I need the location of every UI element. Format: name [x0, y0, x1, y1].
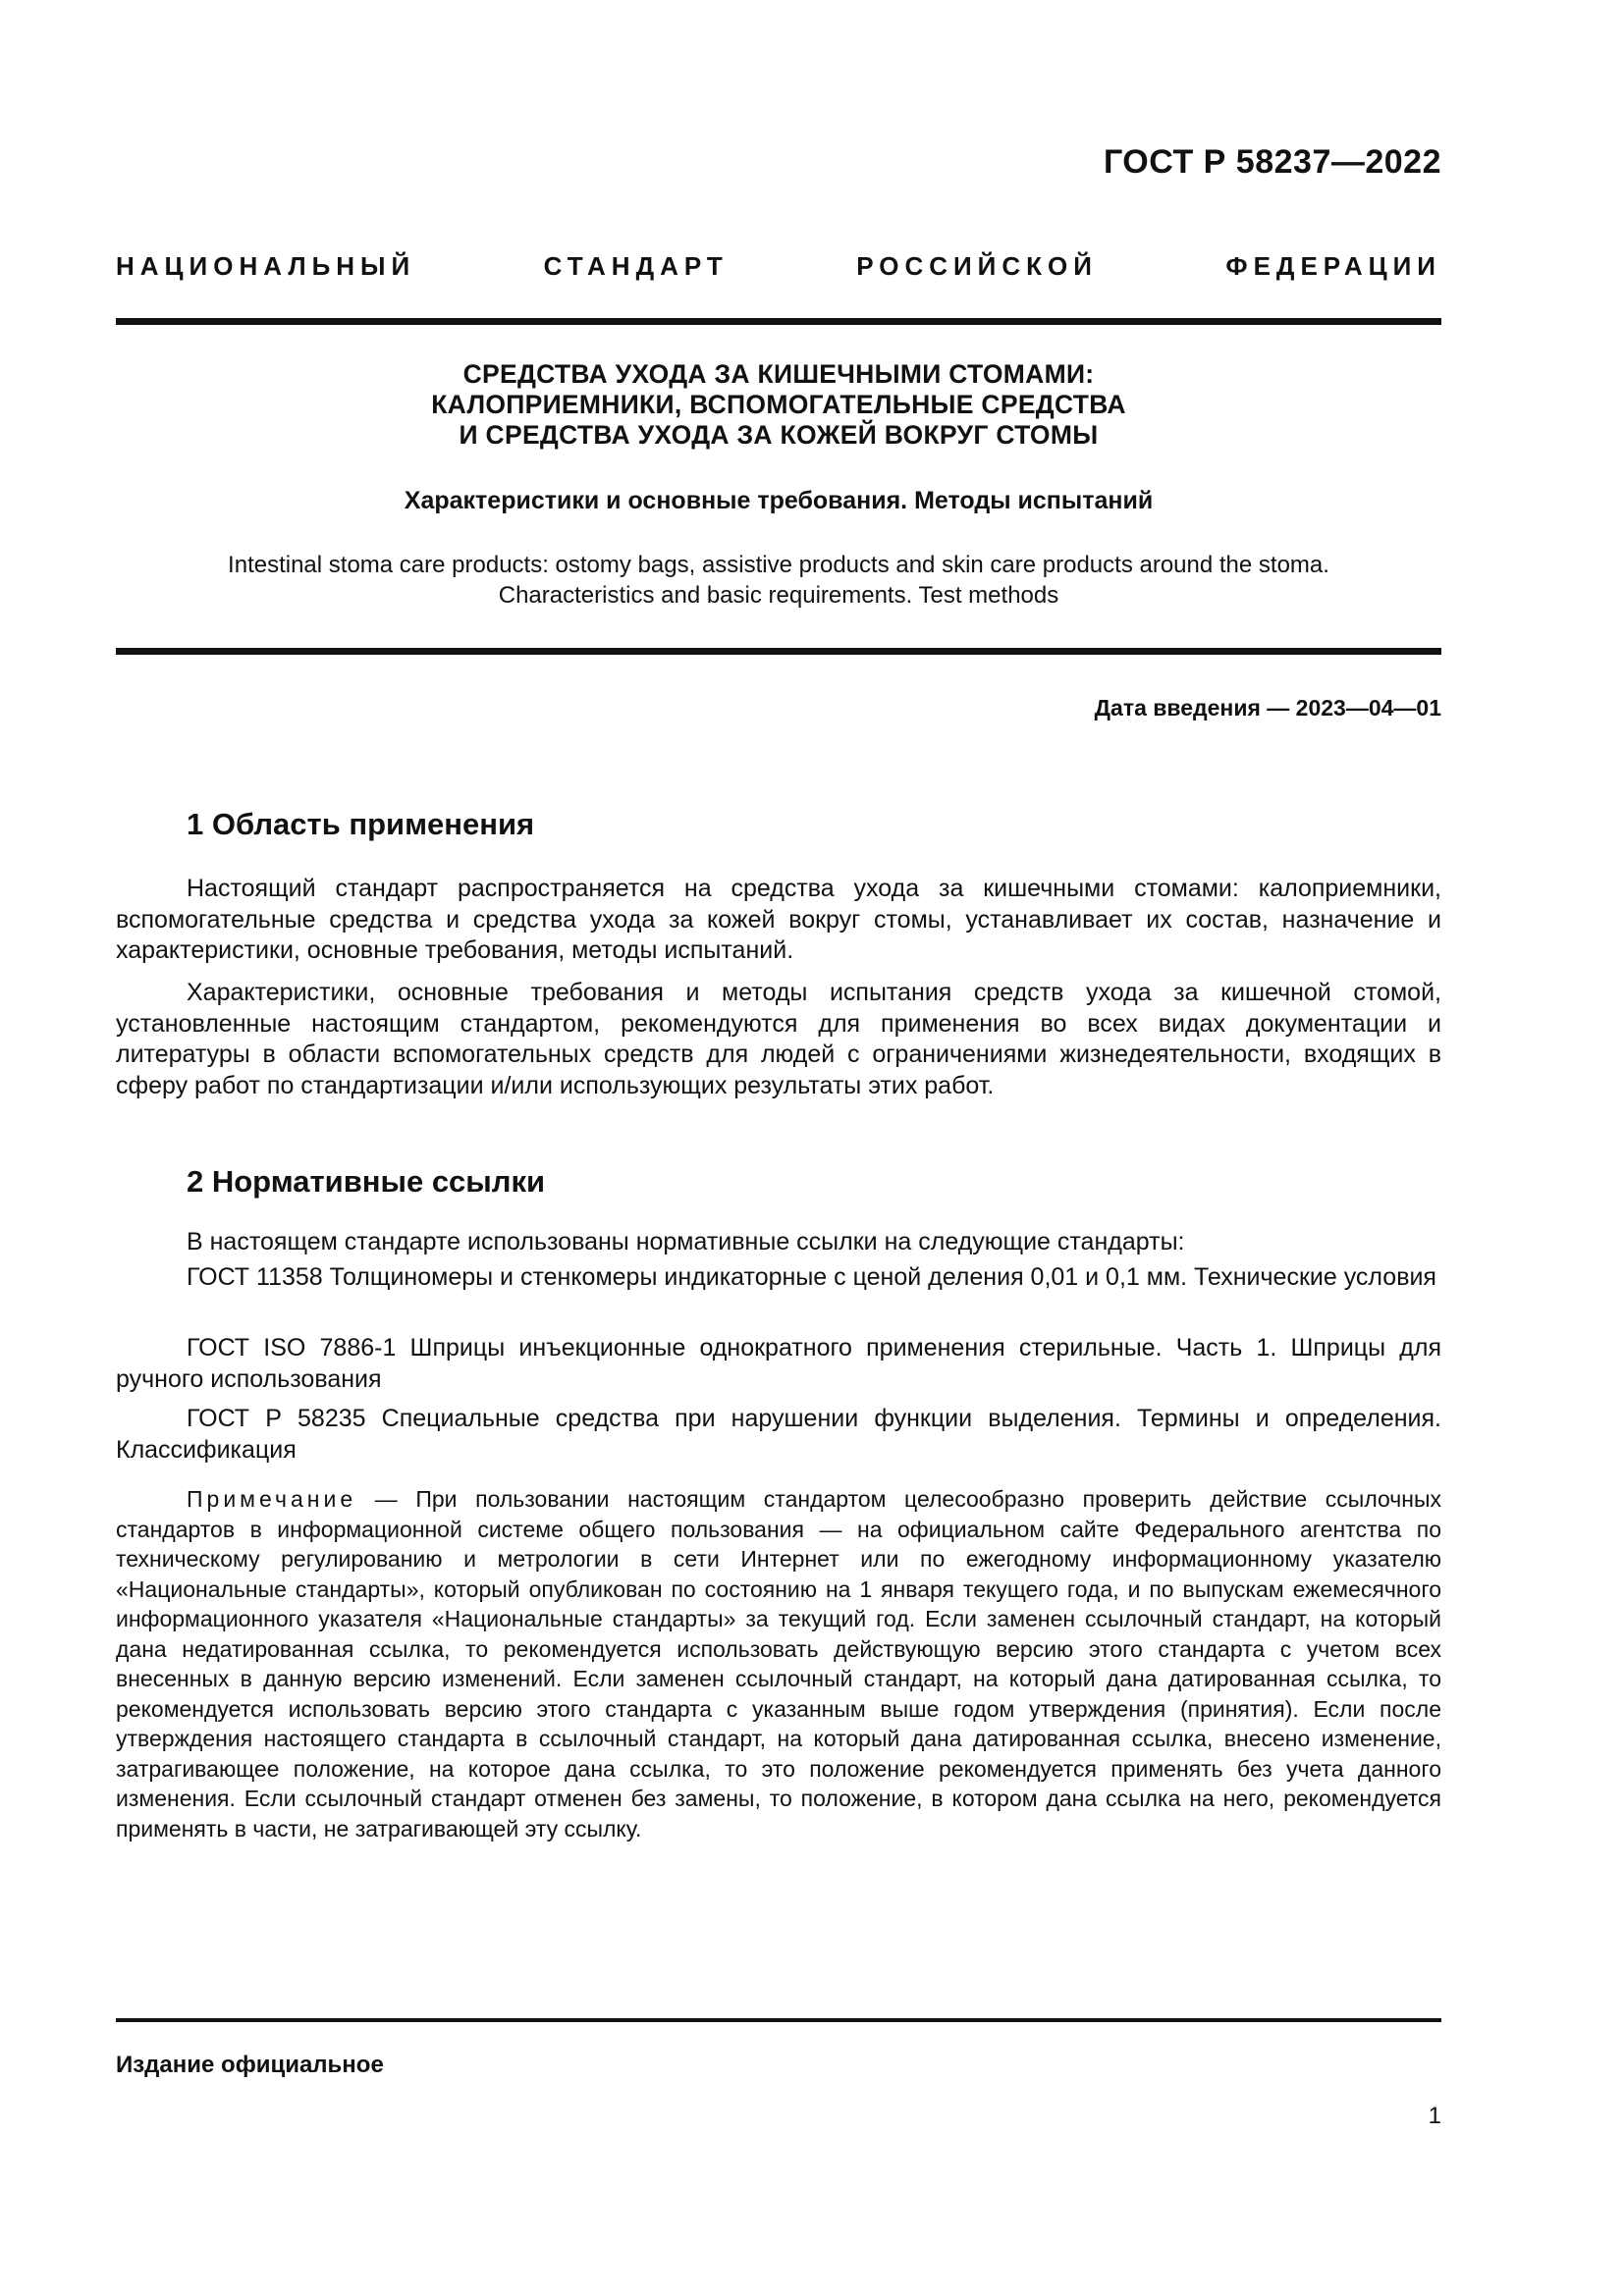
title-bottom-rule	[116, 648, 1441, 655]
section-2-intro	[116, 1227, 1441, 1258]
page-number: 1	[1428, 2103, 1441, 2129]
reference-item	[116, 1262, 1441, 1294]
section-1-paragraph-2	[116, 978, 1441, 1101]
introduction-date: Дата введения — 2023—04—01	[1094, 695, 1441, 721]
section-1-paragraph-2-text: Характеристики, основные требования и методы испытания средств ухода за кишечной стомой, установленные настоящим стандартом, рекомендуются для применения во всех видах документации и литературы в области вспомогательных средств для людей с ограничениями жизнедеятельности, входящих в сферу работ по стандартизации и/или использующих результаты этих работ.	[116, 979, 1441, 1099]
official-edition-label: Издание официальное	[116, 2052, 384, 2078]
section-2-heading: 2 Нормативные ссылки	[187, 1164, 546, 1199]
note-text: — При пользовании настоящим стандартом целесообразно проверить действие ссылочных стандартов в информационной системе общего пользования — на официальном сайте Федерального агентства по техническому регулированию и метрологии в сети Интернет или по ежегодному информационному указателю «Национальные стандарты», который опубликован по состоянию на 1 января текущего года, и по выпускам ежемесячного информационного указателя «Национальные стандарты» за текущий год. Если заменен ссылочный стандарт, на который дана недатированная ссылка, то рекомендуется использовать действующую версию этого стандарта с учетом всех внесенных в данную версию изменений. Если заменен ссылочный стандарт, на который дана датированная ссылка, то рекомендуется использовать версию этого стандарта с указанным выше годом утверждения (принятия). Если после утверждения настоящего стандарта в ссылочный стандарт, на который дана датированная ссылка, внесено изменение, затрагивающее положение, на которое дана ссылка, то это положение рекомендуется применять без учета данного изменения. Если ссылочный стандарт отменен без замены, то положение, в котором дана ссылка на него, рекомендуется применять в части, не затрагивающей эту ссылку.	[116, 1486, 1441, 1842]
document-subtitle: Характеристики и основные требования. Методы испытаний	[404, 487, 1154, 514]
title-line-3: И СРЕДСТВА УХОДА ЗА КОЖЕЙ ВОКРУГ СТОМЫ	[459, 420, 1099, 450]
section-1-paragraph-1-text: Настоящий стандарт распространяется на средства ухода за кишечными стомами: калоприемники, вспомогательные средства и средства ухода за кожей вокруг стомы, устанавливает их состав, назначение и характеристики, основные требования, методы испытаний.	[116, 875, 1441, 964]
reference-text: ГОСТ ISO 7886-1 Шприцы инъекционные однократного применения стерильные. Часть 1. Шприцы для ручного использования	[116, 1334, 1441, 1393]
footer-rule	[116, 2018, 1441, 2022]
english-title-line-2: Characteristics and basic requirements. Test methods	[498, 582, 1059, 609]
note-block	[116, 1484, 1441, 1843]
english-title-line-1: Intestinal stoma care products: ostomy bags, assistive products and skin care products around the stoma.	[228, 552, 1329, 578]
section-2-intro-text: В настоящем стандарте использованы нормативные ссылки на следующие стандарты:	[187, 1228, 1185, 1255]
reference-text: ГОСТ Р 58235 Специальные средства при нарушении функции выделения. Термины и определения. Классификация	[116, 1405, 1441, 1464]
title-line-1: СРЕДСТВА УХОДА ЗА КИШЕЧНЫМИ СТОМАМИ:	[462, 359, 1095, 389]
reference-text: ГОСТ 11358 Толщиномеры и стенкомеры индикаторные с ценой деления 0,01 и 0,1 мм. Технические условия	[187, 1263, 1436, 1291]
english-title	[116, 550, 1441, 611]
reference-item	[116, 1404, 1441, 1466]
section-1-paragraph-1	[116, 874, 1441, 967]
reference-item	[116, 1333, 1441, 1395]
document-number: ГОСТ Р 58237—2022	[1103, 143, 1441, 181]
note-label: Примечание	[187, 1486, 357, 1512]
national-standard-banner: НАЦИОНАЛЬНЫЙ СТАНДАРТ РОССИЙСКОЙ ФЕДЕРАЦИИ	[116, 251, 1441, 281]
document-title	[116, 359, 1441, 451]
section-1-heading: 1 Область применения	[187, 807, 535, 841]
title-line-2: КАЛОПРИЕМНИКИ, ВСПОМОГАТЕЛЬНЫЕ СРЕДСТВА	[431, 390, 1126, 419]
top-rule	[116, 318, 1441, 325]
